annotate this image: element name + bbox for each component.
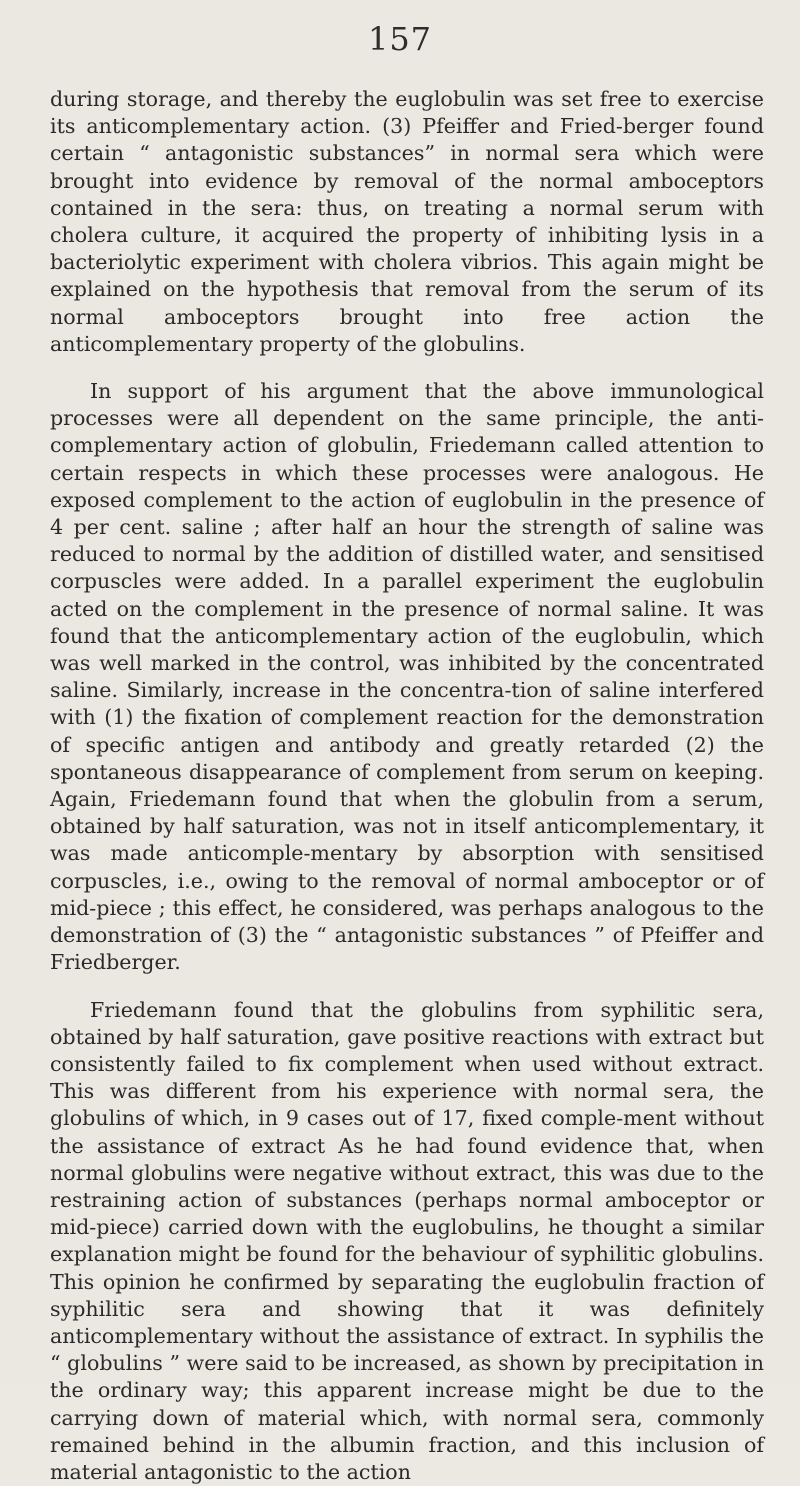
page-body <box>50 86 764 1486</box>
paragraph-friedemann-argument: In support of his argument that the above immunological processes were all dependent on the same principle, the anti-complementary action of globulin, Friedemann called attention to certain respects in which these processes were analogous. He exposed complement to the action of euglobulin in the presence of 4 per cent. saline ; after half an hour the strength of saline was reduced to normal by the addition of distilled water, and sensitised corpuscles were added. In a parallel experiment the euglobulin acted on the complement in the presence of normal saline. It was found that the anticomplementary action of the euglobulin, which was well marked in the control, was inhibited by the concentrated saline. Similarly, increase in the concentra-tion of saline interfered with (1) the fixation of complement reaction for the demonstration of specific antigen and antibody and greatly retarded (2) the spontaneous disappearance of complement from serum on keeping. Again, Friedemann found that when the globulin from a serum, obtained by half saturation, was not in itself anticomplementary, it was made anticomple-mentary by absorption with sensitised corpuscles, i.e., owing to the removal of normal amboceptor or of mid-piece ; this effect, he considered, was perhaps analogous to the demonstration of (3) the “ antagonistic substances ” of Pfeiffer and Friedberger. <box>50 378 764 976</box>
paragraph-continued: during storage, and thereby the euglobulin was set free to exercise its anticomplementary action. (3) Pfeiffer and Fried-berger found certain “ antagonistic substances” in normal sera which were brought into evidence by removal of the normal amboceptors contained in the sera: thus, on treating a normal serum with cholera culture, it acquired the property of inhibiting lysis in a bacteriolytic experiment with cholera vibrios. This again might be explained on the hypothesis that removal from the serum of its normal amboceptors brought into free action the anticomplementary property of the globulins. <box>50 86 764 358</box>
page-number: 157 <box>0 20 800 58</box>
paragraph-syphilitic-globulins: Friedemann found that the globulins from syphilitic sera, obtained by half saturation, gave positive reactions with extract but consistently failed to fix complement when used without extract. This was different from his experience with normal sera, the globulins of which, in 9 cases out of 17, fixed comple-ment without the assistance of extract As he had found evidence that, when normal globulins were negative without extract, this was due to the restraining action of substances (perhaps normal amboceptor or mid-piece) carried down with the euglobulins, he thought a similar explanation might be found for the behaviour of syphilitic globulins. This opinion he confirmed by separating the euglobulin fraction of syphilitic sera and showing that it was definitely anticomplementary without the assistance of extract. In syphilis the “ globulins ” were said to be increased, as shown by precipitation in the ordinary way; this apparent increase might be due to the carrying down of material which, with normal sera, commonly remained behind in the albumin fraction, and this inclusion of material antagonistic to the action <box>50 997 764 1486</box>
